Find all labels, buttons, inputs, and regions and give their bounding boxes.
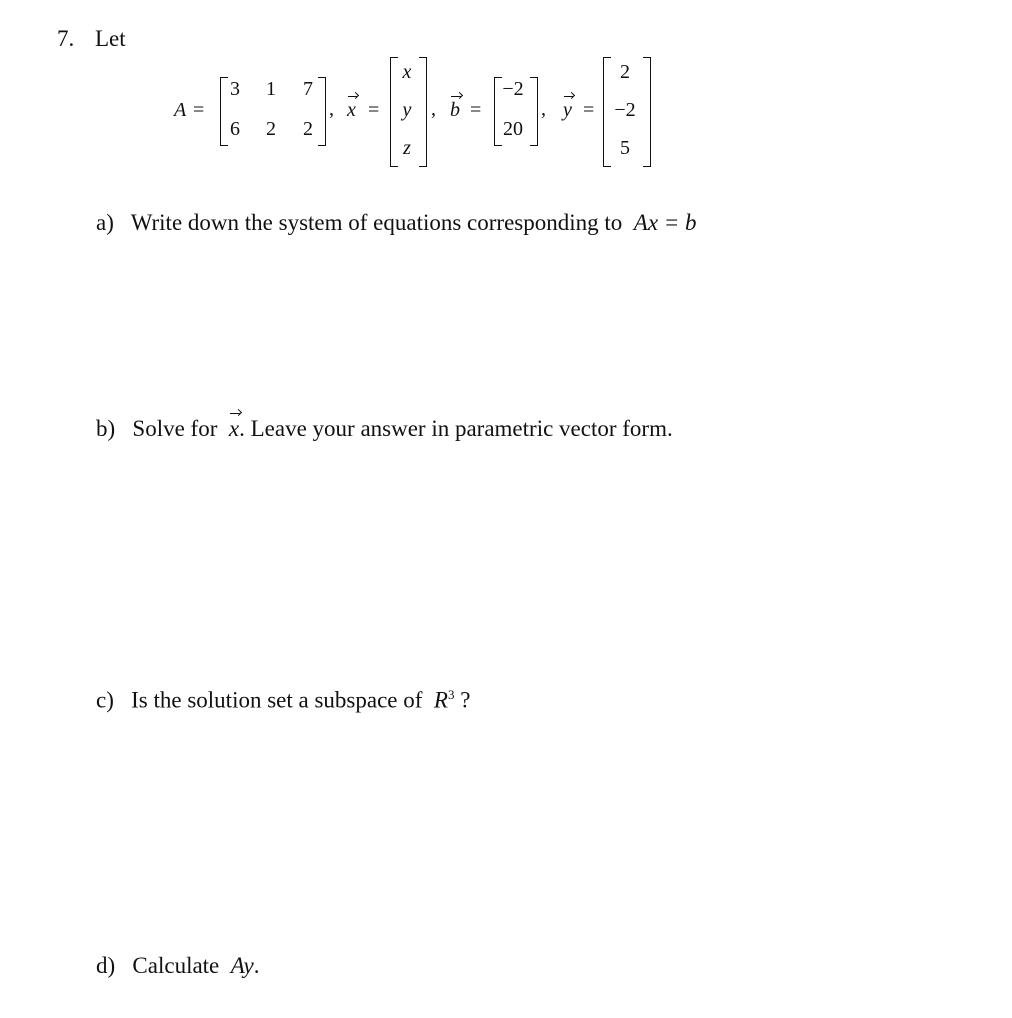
matrix-cell: 1	[266, 78, 276, 100]
vector-entry: −2	[502, 78, 524, 100]
part-d	[96, 953, 260, 979]
equals-sign: =	[193, 99, 205, 121]
part-label: d)	[96, 953, 116, 978]
matrix-cell: 6	[230, 118, 240, 140]
vector-y-label: y	[563, 99, 572, 121]
comma: ,	[541, 98, 546, 120]
vector-entry: 5	[620, 137, 630, 159]
part-text: . Leave your answer in parametric vector form.	[239, 416, 673, 441]
part-text: Calculate	[132, 953, 220, 978]
matrix-a-label: A	[174, 99, 187, 121]
problem-number: 7.	[57, 26, 75, 51]
matrix-a-right-bracket	[318, 77, 326, 146]
part-label: c)	[96, 687, 114, 713]
part-label: a)	[96, 210, 114, 235]
vector-entry: y	[402, 99, 412, 121]
part-text: Is the solution set a subspace of	[131, 687, 423, 713]
part-a	[96, 210, 697, 236]
part-text: .	[253, 953, 260, 978]
part-math-exponent: 3	[447, 687, 455, 702]
vector-entry: z	[403, 137, 411, 159]
matrix-cell: 7	[303, 78, 313, 100]
vector-entry: 20	[503, 118, 523, 140]
part-text: ?	[454, 687, 471, 713]
vector-x-label: x	[347, 99, 356, 121]
equals-sign: =	[368, 99, 380, 121]
vector-entry: x	[402, 61, 412, 83]
vector-entry: −2	[614, 99, 636, 121]
vector-entry: 2	[620, 61, 630, 83]
part-math: x	[228, 416, 240, 441]
vector-x-right-bracket	[419, 57, 427, 167]
vector-b-label: b	[450, 99, 460, 121]
part-math: R	[433, 687, 448, 713]
part-b	[96, 416, 673, 442]
comma: ,	[431, 98, 436, 120]
matrix-cell: 2	[266, 118, 276, 140]
part-text: Solve for	[132, 416, 218, 441]
problem-intro: Let	[95, 26, 126, 51]
vector-b-right-bracket	[530, 77, 538, 146]
matrix-cell: 3	[230, 78, 240, 100]
part-text: Write down the system of equations corresponding to	[130, 210, 623, 235]
equals-sign: =	[470, 99, 482, 121]
part-math: Ay	[230, 953, 254, 978]
comma: ,	[329, 98, 334, 120]
part-math: Ax = b	[633, 210, 697, 235]
part-c	[96, 687, 470, 714]
part-label: b)	[96, 416, 116, 441]
matrix-cell: 2	[303, 118, 313, 140]
vector-y-right-bracket	[643, 57, 651, 167]
equals-sign: =	[583, 99, 595, 121]
